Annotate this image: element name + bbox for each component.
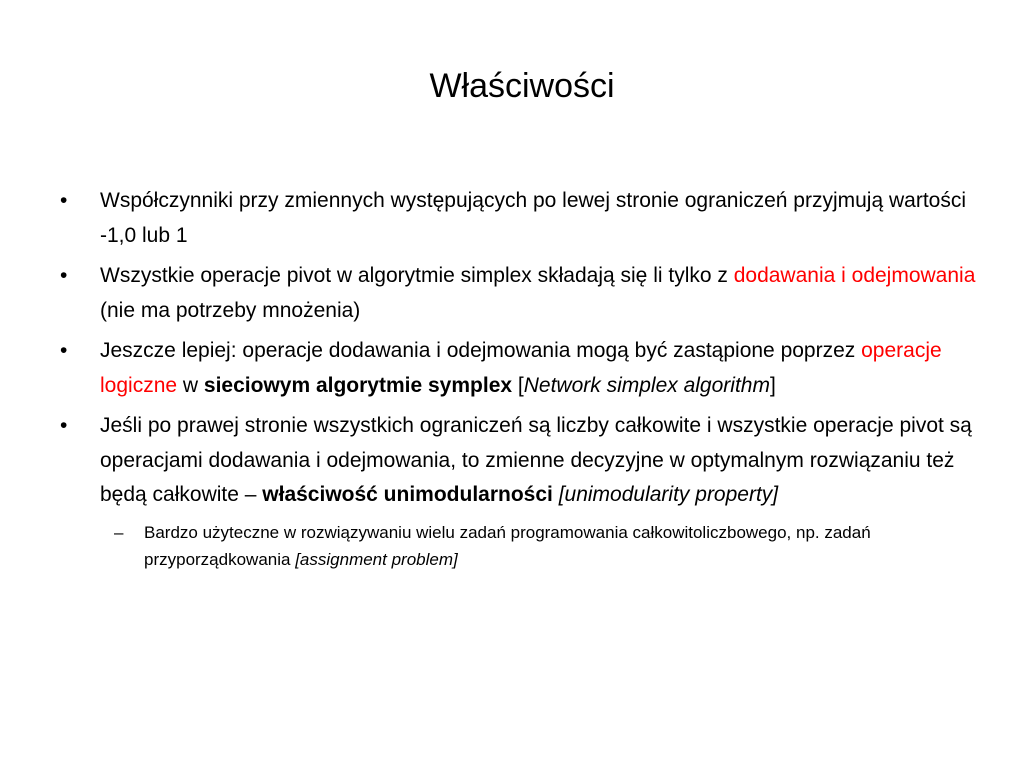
italic-term: [assignment problem] xyxy=(295,549,458,569)
bullet-text: Wszystkie operacje pivot w algorytmie simplex składają się li tylko z xyxy=(100,264,734,287)
bullet-marker: • xyxy=(60,189,68,212)
bullet-item xyxy=(58,184,978,253)
bullet-text: ] xyxy=(769,373,776,397)
sub-bullet-item xyxy=(58,519,978,573)
highlighted-text: dodawania i odejmowania xyxy=(733,264,976,287)
bold-term: sieciowym algorytmie symplex xyxy=(203,373,513,397)
slide-title: Właściwości xyxy=(429,67,615,105)
bullet-text: Współczynniki przy zmiennych występujących po lewej stronie ograniczeń przyjmują wartości -1,0 lub 1 xyxy=(100,189,967,247)
italic-term: [unimodularity property] xyxy=(558,483,779,506)
bullet-list xyxy=(58,184,978,573)
bullet-marker: • xyxy=(60,414,68,437)
sub-bullet-marker: – xyxy=(114,522,124,542)
bold-term: właściwość unimodularności xyxy=(262,483,553,506)
bullet-marker: • xyxy=(60,264,68,287)
bullet-item xyxy=(58,409,978,513)
bullet-marker: • xyxy=(60,339,68,362)
highlighted-text: operacje logiczne xyxy=(100,339,942,397)
bullet-text: Jeśli po prawej stronie wszystkich ograniczeń są liczby całkowite i wszystkie operacje pivot są operacjami dodawania i odejmowania, to zmienne decyzyjne w optymalnym rozwiązaniu też będą całkowite – xyxy=(100,414,972,506)
bullet-item xyxy=(58,259,978,328)
bullet-text: Jeszcze lepiej: operacje dodawania i odejmowania mogą być zastąpione poprzez xyxy=(100,339,862,362)
sub-bullet-text: Bardzo użyteczne w rozwiązywaniu wielu zadań programowania całkowitoliczbowego, np. zadań przyporządkowania xyxy=(144,522,871,569)
bullet-text: w xyxy=(177,373,204,397)
bullet-text: [ xyxy=(512,373,524,397)
bullet-text: (nie ma potrzeby mnożenia) xyxy=(100,298,361,322)
bullet-item xyxy=(58,334,978,403)
italic-term: Network simplex algorithm xyxy=(523,373,770,397)
